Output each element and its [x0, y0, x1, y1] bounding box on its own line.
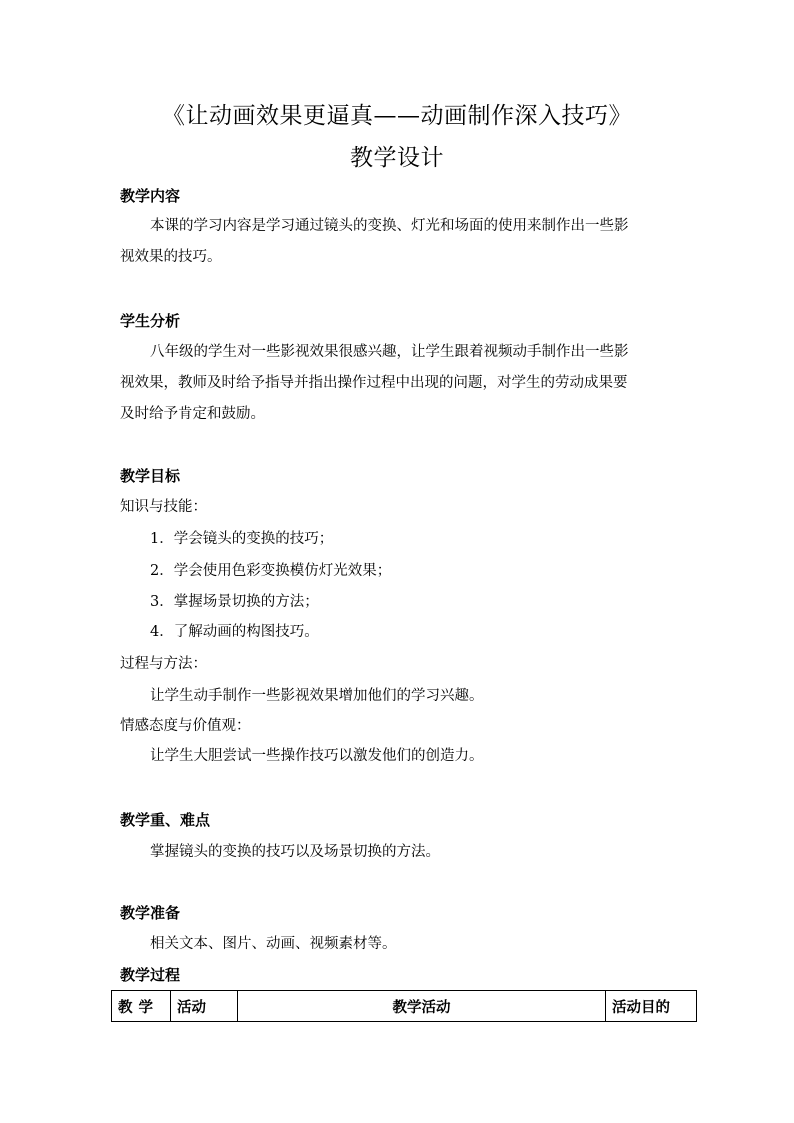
- emotion-label: 情感态度与价值观：: [120, 718, 251, 734]
- header-cell-teaching-activity: 教学活动: [238, 991, 606, 1022]
- heading-goals: 教学目标: [120, 467, 181, 485]
- heading-analysis: 学生分析: [120, 312, 181, 330]
- analysis-line-2: 视效果，教师及时给予指导并指出操作过程中出现的问题，对学生的劳动成果要: [120, 375, 628, 391]
- table-header-row: [112, 991, 697, 1022]
- preparation-text: 相关文本、图片、动画、视频素材等。: [150, 936, 397, 952]
- heading-key-points: 教学重、难点: [120, 811, 211, 829]
- knowledge-item-3: 3．掌握场景切换的方法；: [150, 594, 319, 610]
- analysis-line-1: 八年级的学生对一些影视效果很感兴趣，让学生跟着视频动手制作出一些影: [150, 344, 629, 360]
- emotion-text: 让学生大胆尝试一些操作技巧以激发他们的创造力。: [150, 748, 484, 764]
- header-cell-activity-purpose: 活动目的: [606, 991, 697, 1022]
- analysis-line-3: 及时给予肯定和鼓励。: [120, 406, 265, 422]
- process-text: 让学生动手制作一些影视效果增加他们的学习兴趣。: [150, 688, 484, 704]
- content-line-2: 视效果的技巧。: [120, 249, 222, 265]
- heading-process: 教学过程: [120, 966, 181, 984]
- process-label: 过程与方法：: [120, 656, 207, 672]
- key-points-text: 掌握镜头的变换的技巧以及场景切换的方法。: [150, 844, 440, 860]
- document-title: 《让动画效果更逼真——动画制作深入技巧》: [162, 103, 632, 129]
- document-subtitle: 教学设计: [350, 145, 444, 171]
- knowledge-item-1: 1．学会镜头的变换的技巧；: [150, 531, 334, 547]
- heading-content: 教学内容: [120, 187, 181, 205]
- knowledge-item-2: 2．学会使用色彩变换模仿灯光效果；: [150, 563, 392, 579]
- heading-preparation: 教学准备: [120, 904, 181, 922]
- knowledge-label: 知识与技能：: [120, 499, 207, 515]
- content-line-1: 本课的学习内容是学习通过镜头的变换、灯光和场面的使用来制作出一些影: [150, 218, 629, 234]
- header-cell-teaching: 教学: [112, 991, 171, 1022]
- header-cell-activity: 活动: [171, 991, 238, 1022]
- process-table: [111, 990, 697, 1022]
- knowledge-item-4: 4．了解动画的构图技巧。: [150, 624, 319, 640]
